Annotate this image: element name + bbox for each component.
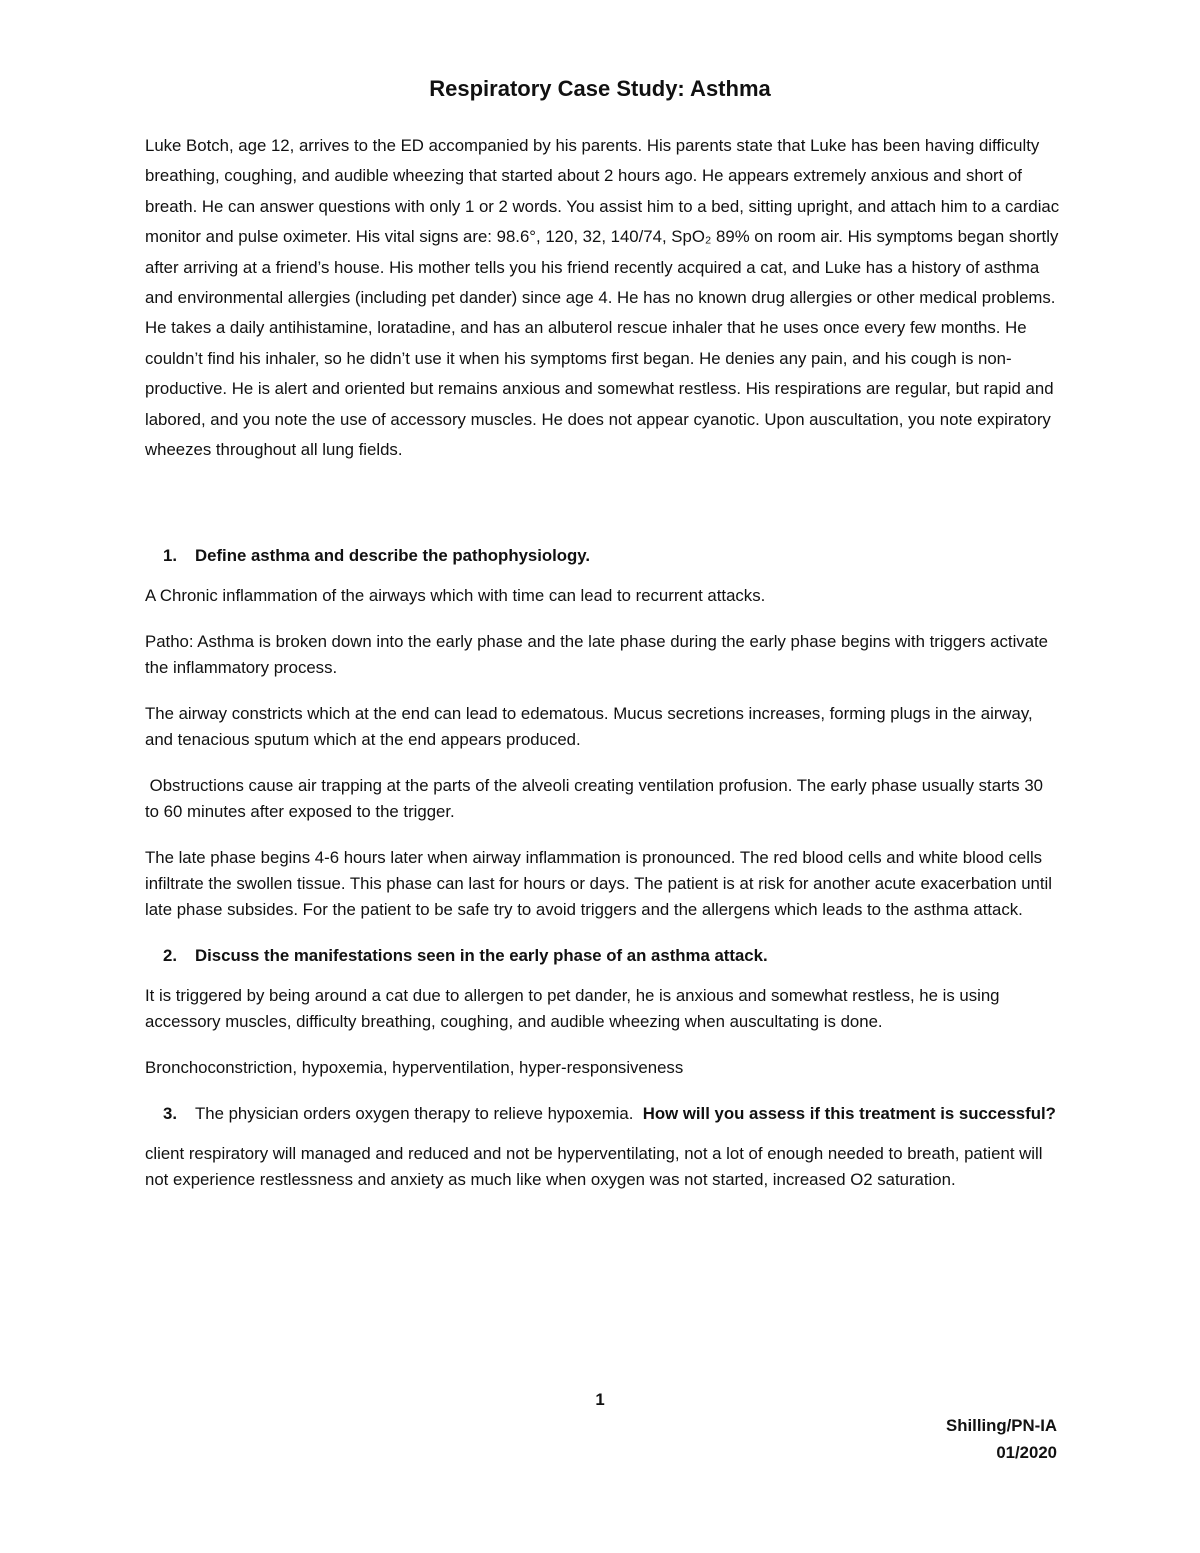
footer	[946, 1412, 1057, 1466]
footer-author: Shilling/PN-IA	[946, 1416, 1057, 1435]
answer-paragraph: Bronchoconstriction, hypoxemia, hyperventilation, hyper-responsiveness	[145, 1058, 684, 1077]
footer-date: 01/2020	[996, 1443, 1057, 1462]
question-text-bold: How will you assess if this treatment is successful?	[642, 1104, 1056, 1123]
question-2	[145, 943, 1060, 968]
question-text-normal: The physician orders oxygen therapy to relieve hypoxemia.	[195, 1104, 643, 1123]
page-number: 1	[595, 1390, 605, 1409]
question-1	[145, 543, 1060, 568]
answer-paragraph: A Chronic inflammation of the airways which with time can lead to recurrent attacks.	[145, 586, 766, 605]
question-text	[195, 1101, 1060, 1126]
answer-paragraph: The late phase begins 4-6 hours later when airway inflammation is pronounced. The red blood cells and white blood cells infiltrate the swollen tissue. This phase can last for hours or days. The patient is at risk for another acute exacerbation until late phase subsides. For the patient to be safe try to avoid triggers and the allergens which leads to the asthma attack.	[145, 848, 1052, 919]
question-text: Discuss the manifestations seen in the early phase of an asthma attack.	[195, 946, 768, 965]
question-number: 1.	[163, 546, 177, 565]
question-3	[145, 1101, 1060, 1126]
answer-paragraph: Patho: Asthma is broken down into the early phase and the late phase during the early phase begins with triggers activate the inflammatory process.	[145, 632, 1049, 677]
answer-paragraph: The airway constricts which at the end can lead to edematous. Mucus secretions increases, forming plugs in the airway, and tenacious sputum which at the end appears produced.	[145, 704, 1033, 749]
page-title: Respiratory Case Study: Asthma	[429, 76, 771, 101]
questions-section	[145, 543, 1060, 1213]
answer-paragraph: It is triggered by being around a cat due to allergen to pet dander, he is anxious and somewhat restless, he is using accessory muscles, difficulty breathing, coughing, and audible wheezing when auscultating is done.	[145, 986, 1000, 1031]
answer-paragraph: Obstructions cause air trapping at the parts of the alveoli creating ventilation profusion. The early phase usually starts 30 to 60 minutes after exposed to the trigger.	[145, 776, 1048, 821]
question-text: Define asthma and describe the pathophysiology.	[195, 546, 591, 565]
answer-paragraph: client respiratory will managed and reduced and not be hyperventilating, not a lot of enough needed to breath, patient will not experience restlessness and anxiety as much like when oxygen was not started, increased O2 saturation.	[145, 1144, 1043, 1189]
question-number: 2.	[163, 946, 177, 965]
question-number: 3.	[163, 1104, 177, 1123]
case-intro-paragraph: Luke Botch, age 12, arrives to the ED accompanied by his parents. His parents state that Luke has been having difficulty breathing, coughing, and audible wheezing that started about 2 hours ago. He appears extremely anxious and short of breath. He can answer questions with only 1 or 2 words. You assist him to a bed, sitting upright, and attach him to a cardiac monitor and pulse oximeter. His vital signs are: 98.6°, 120, 32, 140/74, SpO₂ 89% on room air. His symptoms began shortly after arriving at a friend’s house. His mother tells you his friend recently acquired a cat, and Luke has a history of asthma and environmental allergies (including pet dander) since age 4. He has no known drug allergies or other medical problems. He takes a daily antihistamine, loratadine, and has an albuterol rescue inhaler that he uses once every few months. He couldn’t find his inhaler, so he didn’t use it when his symptoms first began. He denies any pain, and his cough is non-productive. He is alert and oriented but remains anxious and somewhat restless. His respirations are regular, but rapid and labored, and you note the use of accessory muscles. He does not appear cyanotic. Upon auscultation, you note expiratory wheezes throughout all lung fields.	[145, 136, 1060, 460]
